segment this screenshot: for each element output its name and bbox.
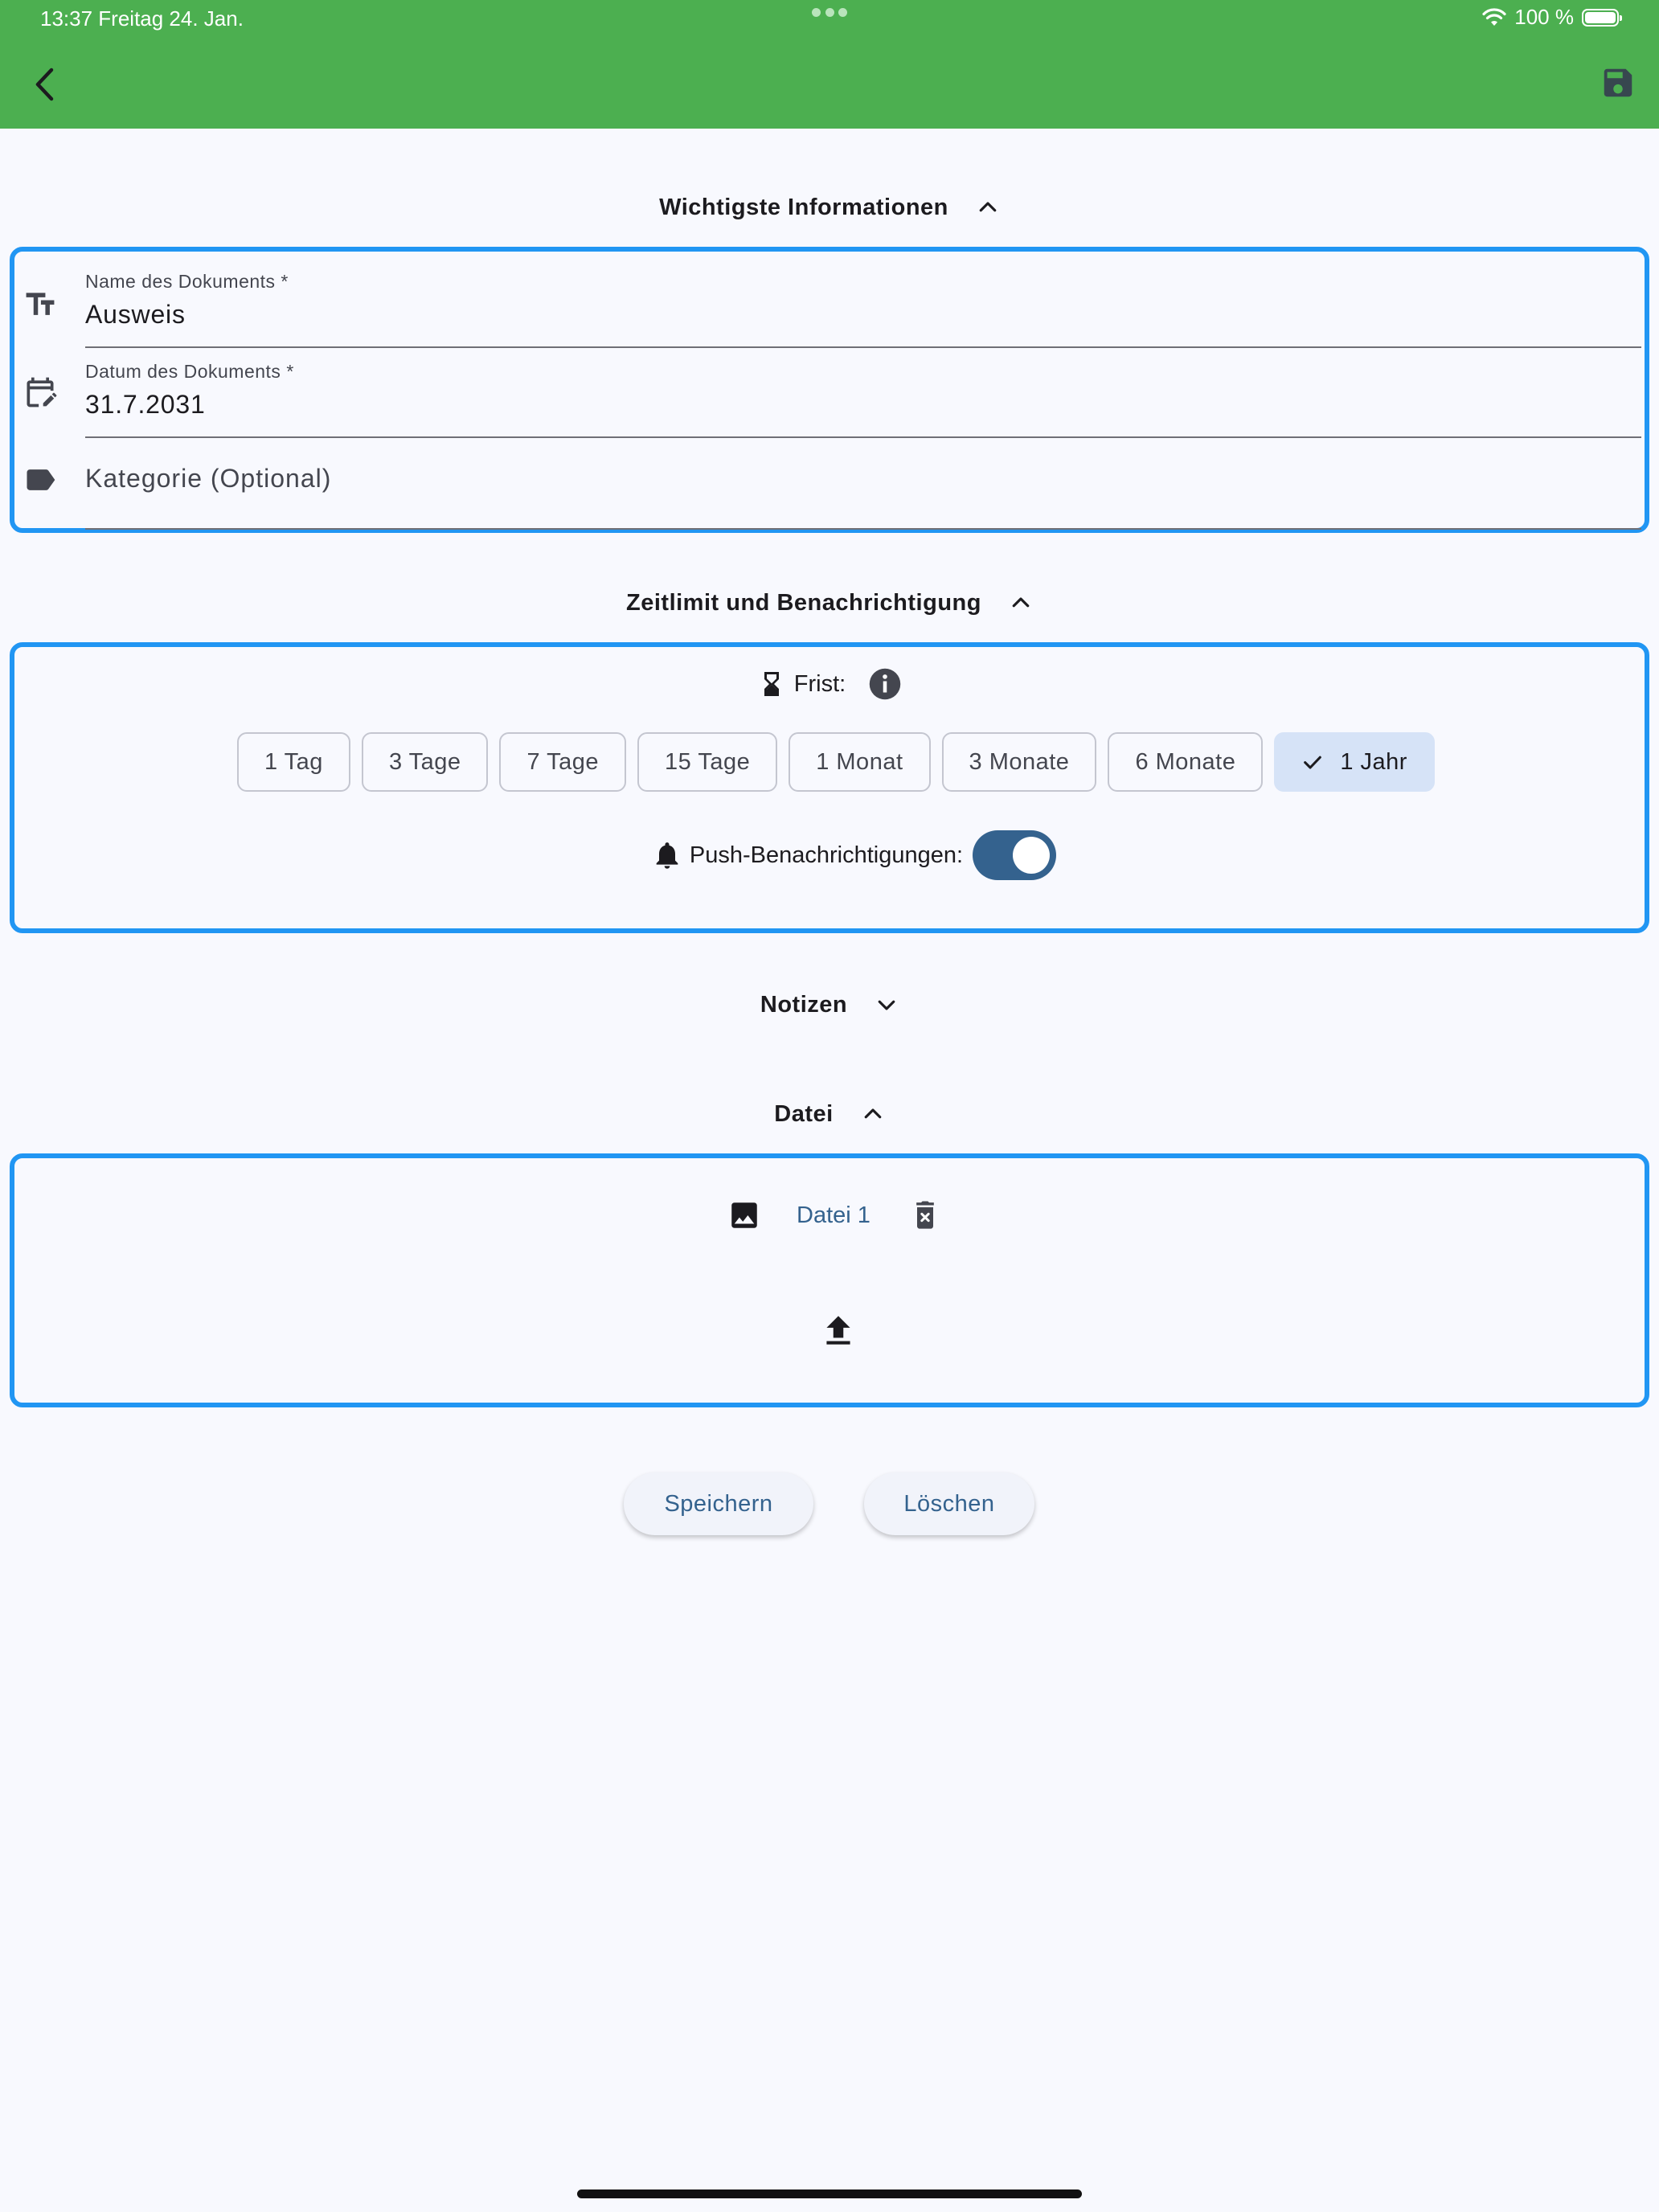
chip-7-tage[interactable] bbox=[499, 732, 626, 792]
chip-1-jahr[interactable] bbox=[1274, 732, 1435, 792]
document-name-label: Name des Dokuments * bbox=[85, 271, 289, 292]
deadline-card bbox=[10, 642, 1649, 933]
status-time-date: 13:37 Freitag 24. Jan. bbox=[40, 6, 244, 31]
section-header-notes[interactable] bbox=[0, 985, 1659, 1025]
section-title-deadline: Zeitlimit und Benachrichtigung bbox=[626, 589, 981, 616]
toggle-knob bbox=[1013, 837, 1050, 874]
chip-label: 15 Tage bbox=[665, 748, 751, 775]
status-right bbox=[1482, 5, 1619, 30]
push-label: Push-Benachrichtigungen: bbox=[689, 842, 964, 868]
delete-button[interactable] bbox=[864, 1473, 1034, 1535]
category-placeholder[interactable]: Kategorie (Optional) bbox=[85, 464, 332, 493]
wifi-icon bbox=[1482, 8, 1506, 27]
section-title-file: Datei bbox=[774, 1100, 834, 1127]
chip-1-tag[interactable] bbox=[237, 732, 350, 792]
info-card bbox=[10, 247, 1649, 533]
section-header-info[interactable] bbox=[0, 187, 1659, 227]
save-button[interactable] bbox=[624, 1473, 813, 1535]
document-date-field[interactable] bbox=[85, 346, 1641, 438]
chip-label: 3 Monate bbox=[969, 748, 1070, 775]
frist-row bbox=[14, 666, 1645, 702]
chip-15-tage[interactable] bbox=[637, 732, 777, 792]
chevron-up-icon bbox=[976, 195, 1000, 219]
upload-icon[interactable] bbox=[818, 1311, 858, 1351]
chip-label: 1 Jahr bbox=[1340, 748, 1407, 775]
chip-3-monate[interactable] bbox=[942, 732, 1097, 792]
checkmark-icon bbox=[1301, 751, 1324, 773]
floppy-disk-icon bbox=[1600, 64, 1636, 101]
info-icon[interactable] bbox=[868, 667, 902, 701]
save-button-label: Speichern bbox=[664, 1490, 773, 1517]
section-header-file[interactable] bbox=[0, 1094, 1659, 1134]
file-name-link[interactable]: Datei 1 bbox=[797, 1202, 870, 1228]
chip-label: 1 Tag bbox=[264, 748, 323, 775]
section-header-deadline[interactable] bbox=[0, 583, 1659, 623]
document-name-field[interactable] bbox=[85, 252, 1641, 348]
chevron-left-icon bbox=[32, 67, 56, 102]
text-size-icon bbox=[23, 287, 58, 322]
document-date-value[interactable]: 31.7.2031 bbox=[85, 390, 206, 419]
chip-1-monat[interactable] bbox=[789, 732, 930, 792]
document-name-value[interactable]: Ausweis bbox=[85, 300, 186, 329]
push-row bbox=[14, 830, 1645, 880]
save-icon-button[interactable] bbox=[1600, 64, 1636, 101]
chip-3-tage[interactable] bbox=[362, 732, 489, 792]
chevron-up-icon bbox=[861, 1102, 885, 1126]
delete-button-label: Löschen bbox=[903, 1490, 995, 1517]
image-icon bbox=[727, 1198, 761, 1232]
chip-label: 7 Tage bbox=[526, 748, 600, 775]
category-field[interactable] bbox=[85, 436, 1641, 530]
back-button[interactable] bbox=[24, 56, 64, 113]
chip-6-monate[interactable] bbox=[1108, 732, 1263, 792]
battery-percent: 100 % bbox=[1514, 5, 1574, 29]
calendar-edit-icon bbox=[23, 375, 58, 410]
chip-label: 3 Tage bbox=[388, 748, 461, 775]
chevron-up-icon bbox=[1009, 591, 1033, 615]
battery-icon bbox=[1582, 9, 1619, 27]
file-card bbox=[10, 1153, 1649, 1407]
frist-label: Frist: bbox=[793, 670, 846, 697]
document-date-label: Datum des Dokuments * bbox=[85, 361, 294, 382]
file-row bbox=[14, 1198, 1645, 1232]
chip-label: 1 Monat bbox=[816, 748, 903, 775]
bell-icon bbox=[651, 838, 683, 873]
section-title-info: Wichtigste Informationen bbox=[659, 194, 948, 220]
deadline-chips bbox=[14, 732, 1645, 792]
multitasking-dots-icon[interactable] bbox=[812, 8, 847, 19]
push-notifications-toggle[interactable] bbox=[973, 830, 1056, 880]
chip-label: 6 Monate bbox=[1135, 748, 1236, 775]
delete-file-icon[interactable] bbox=[909, 1198, 941, 1232]
home-indicator[interactable] bbox=[577, 2189, 1082, 2198]
section-title-notes: Notizen bbox=[760, 991, 848, 1018]
app-bar bbox=[0, 0, 1659, 129]
hourglass-icon bbox=[757, 666, 786, 702]
chevron-down-icon bbox=[875, 993, 899, 1017]
label-tag-icon bbox=[23, 462, 58, 498]
